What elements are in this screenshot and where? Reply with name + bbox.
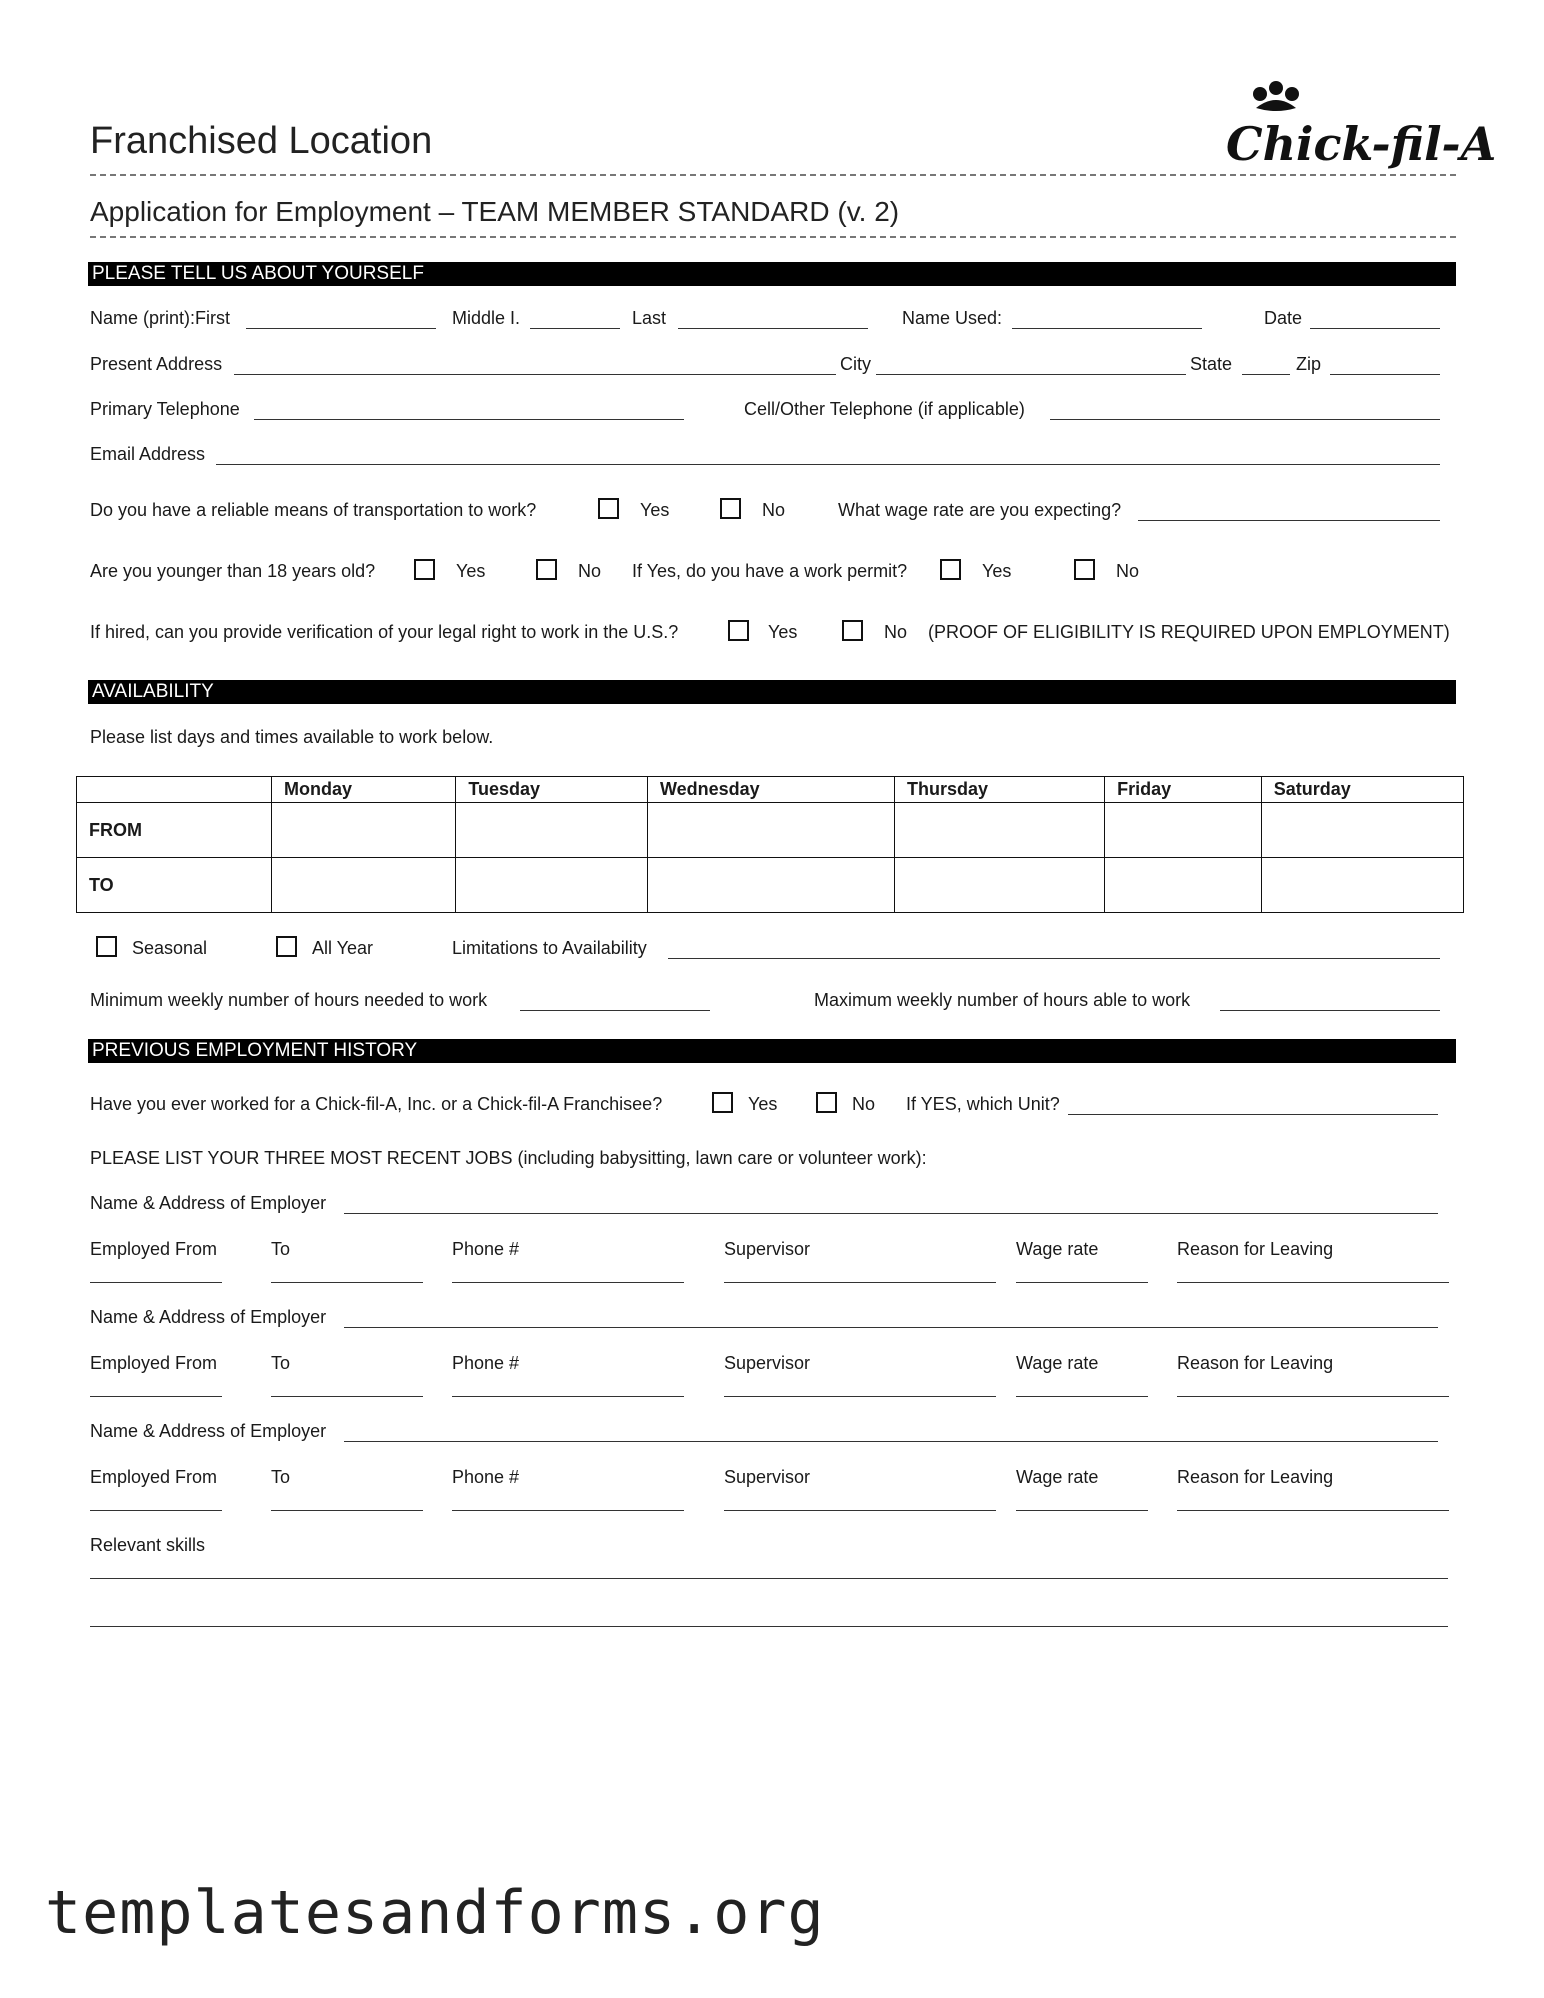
limitations-field[interactable] [668, 958, 1440, 959]
availability-cell[interactable] [647, 803, 894, 858]
page-title: Franchised Location [90, 120, 433, 162]
to-label: To [271, 1239, 291, 1259]
work-permit-no-label: No [1116, 561, 1140, 581]
email-field[interactable] [216, 464, 1440, 465]
legal-right-question: If hired, can you provide verification of your legal right to work in the U.S.? [90, 622, 679, 642]
state-field[interactable] [1242, 374, 1290, 375]
to-label: To [271, 1353, 291, 1373]
supervisor-field[interactable] [724, 1282, 996, 1283]
section-employment-history: PREVIOUS EMPLOYMENT HISTORY [88, 1039, 1456, 1063]
employed-from-field[interactable] [90, 1510, 222, 1511]
zip-label: Zip [1296, 354, 1322, 374]
subtitle-divider [90, 236, 1456, 238]
reason-leaving-field[interactable] [1177, 1396, 1449, 1397]
wage-rate-field[interactable] [1016, 1396, 1148, 1397]
under-18-no-checkbox[interactable] [536, 559, 557, 580]
which-unit-label: If YES, which Unit? [906, 1094, 1060, 1114]
limitations-label: Limitations to Availability [452, 938, 647, 958]
under-18-yes-checkbox[interactable] [414, 559, 435, 580]
recent-jobs-instruction: PLEASE LIST YOUR THREE MOST RECENT JOBS (including babysitting, lawn care or volunteer work): [90, 1148, 927, 1168]
city-field[interactable] [876, 374, 1186, 375]
first-name-field[interactable] [246, 328, 436, 329]
availability-from-row [77, 803, 1464, 858]
primary-telephone-label: Primary Telephone [90, 399, 240, 419]
worked-before-question: Have you ever worked for a Chick-fil-A, Inc. or a Chick-fil-A Franchisee? [90, 1094, 663, 1114]
legal-right-no-checkbox[interactable] [842, 620, 863, 641]
employer-label: Name & Address of Employer [90, 1307, 327, 1327]
day-header: Saturday [1261, 777, 1463, 803]
relevant-skills-field[interactable] [90, 1578, 1448, 1579]
middle-initial-label: Middle I. [452, 308, 521, 328]
day-header: Thursday [895, 777, 1105, 803]
which-unit-field[interactable] [1068, 1114, 1438, 1115]
date-label: Date [1264, 308, 1303, 328]
email-label: Email Address [90, 444, 206, 464]
to-field[interactable] [271, 1396, 423, 1397]
availability-cell[interactable] [895, 803, 1105, 858]
first-name-label: Name (print):First [90, 308, 231, 328]
supervisor-field[interactable] [724, 1510, 996, 1511]
section-availability: AVAILABILITY [88, 680, 1456, 704]
form-subtitle: Application for Employment – TEAM MEMBER STANDARD (v. 2) [90, 196, 900, 227]
legal-right-no-label: No [884, 622, 908, 642]
primary-telephone-field[interactable] [254, 419, 684, 420]
city-label: City [840, 354, 871, 374]
phone-field[interactable] [452, 1510, 684, 1511]
work-permit-yes-label: Yes [982, 561, 1012, 581]
cell-telephone-field[interactable] [1050, 419, 1440, 420]
supervisor-label: Supervisor [724, 1467, 811, 1487]
wage-rate-field[interactable] [1016, 1282, 1148, 1283]
transportation-no-label: No [762, 500, 786, 520]
reason-leaving-label: Reason for Leaving [1177, 1467, 1334, 1487]
to-field[interactable] [271, 1510, 423, 1511]
availability-cell[interactable] [1105, 803, 1262, 858]
day-header: Tuesday [456, 777, 648, 803]
phone-field[interactable] [452, 1282, 684, 1283]
min-hours-label: Minimum weekly number of hours needed to work [90, 990, 488, 1010]
availability-table [76, 776, 1464, 913]
worked-before-no-checkbox[interactable] [816, 1092, 837, 1113]
worked-before-no-label: No [852, 1094, 876, 1114]
chick-fil-a-logo [1218, 78, 1497, 178]
under-18-no-label: No [578, 561, 602, 581]
under-18-question: Are you younger than 18 years old? [90, 561, 376, 581]
legal-right-yes-label: Yes [768, 622, 798, 642]
availability-to-row [77, 858, 1464, 913]
availability-header-row [77, 777, 1464, 803]
phone-label: Phone # [452, 1239, 520, 1259]
header-divider [90, 174, 1456, 176]
state-label: State [1190, 354, 1233, 374]
relevant-skills-field[interactable] [90, 1626, 1448, 1627]
availability-cell[interactable] [1105, 858, 1262, 913]
all-year-label: All Year [312, 938, 374, 958]
availability-instruction: Please list days and times available to work below. [90, 727, 494, 747]
employer-label: Name & Address of Employer [90, 1193, 327, 1213]
work-permit-no-checkbox[interactable] [1074, 559, 1095, 580]
row-label-to: TO [77, 858, 272, 913]
availability-cell[interactable] [272, 858, 456, 913]
under-18-yes-label: Yes [456, 561, 486, 581]
transportation-yes-checkbox[interactable] [598, 498, 619, 519]
proof-eligibility-note: (PROOF OF ELIGIBILITY IS REQUIRED UPON EMPLOYMENT) [928, 622, 1450, 642]
reason-leaving-label: Reason for Leaving [1177, 1239, 1334, 1259]
employed-from-field[interactable] [90, 1396, 222, 1397]
zip-field[interactable] [1330, 374, 1440, 375]
wage-rate-label: Wage rate [1016, 1467, 1099, 1487]
employed-from-label: Employed From [90, 1239, 218, 1259]
svg-text:Chick-fil-A: Chick-fil-A [1226, 117, 1497, 171]
work-permit-question: If Yes, do you have a work permit? [632, 561, 908, 581]
present-address-label: Present Address [90, 354, 223, 374]
relevant-skills-label: Relevant skills [90, 1535, 206, 1555]
employed-from-field[interactable] [90, 1282, 222, 1283]
availability-cell[interactable] [456, 858, 648, 913]
date-field[interactable] [1310, 328, 1440, 329]
wage-expected-label: What wage rate are you expecting? [838, 500, 1122, 520]
availability-cell[interactable] [1261, 803, 1463, 858]
worked-before-yes-label: Yes [748, 1094, 778, 1114]
employer-label: Name & Address of Employer [90, 1421, 327, 1441]
watermark: templatesandforms.org [45, 1878, 825, 1948]
worked-before-yes-checkbox[interactable] [712, 1092, 733, 1113]
seasonal-checkbox[interactable] [96, 936, 117, 957]
all-year-checkbox[interactable] [276, 936, 297, 957]
max-hours-label: Maximum weekly number of hours able to work [814, 990, 1191, 1010]
seasonal-label: Seasonal [132, 938, 208, 958]
employed-from-label: Employed From [90, 1353, 218, 1373]
availability-cell[interactable] [1261, 858, 1463, 913]
transportation-no-checkbox[interactable] [720, 498, 741, 519]
availability-cell[interactable] [272, 803, 456, 858]
work-permit-yes-checkbox[interactable] [940, 559, 961, 580]
day-header: Wednesday [647, 777, 894, 803]
day-header: Monday [272, 777, 456, 803]
last-name-label: Last [632, 308, 667, 328]
last-name-field[interactable] [678, 328, 868, 329]
name-used-label: Name Used: [902, 308, 1003, 328]
transportation-yes-label: Yes [640, 500, 670, 520]
supervisor-field[interactable] [724, 1396, 996, 1397]
supervisor-label: Supervisor [724, 1353, 811, 1373]
wage-rate-label: Wage rate [1016, 1239, 1099, 1259]
availability-cell[interactable] [647, 858, 894, 913]
max-hours-field[interactable] [1220, 1010, 1440, 1011]
to-field[interactable] [271, 1282, 423, 1283]
phone-label: Phone # [452, 1467, 520, 1487]
to-label: To [271, 1467, 291, 1487]
phone-label: Phone # [452, 1353, 520, 1373]
supervisor-label: Supervisor [724, 1239, 811, 1259]
employer-field[interactable] [344, 1441, 1438, 1442]
wage-rate-label: Wage rate [1016, 1353, 1099, 1373]
employer-field[interactable] [344, 1327, 1438, 1328]
reason-leaving-label: Reason for Leaving [1177, 1353, 1334, 1373]
present-address-field[interactable] [234, 374, 836, 375]
reason-leaving-field[interactable] [1177, 1282, 1449, 1283]
cell-telephone-label: Cell/Other Telephone (if applicable) [744, 399, 1025, 419]
employed-from-label: Employed From [90, 1467, 218, 1487]
phone-field[interactable] [452, 1396, 684, 1397]
availability-cell[interactable] [895, 858, 1105, 913]
min-hours-field[interactable] [520, 1010, 710, 1011]
row-label-from: FROM [77, 803, 272, 858]
employer-field[interactable] [344, 1213, 1438, 1214]
day-header: Friday [1105, 777, 1262, 803]
middle-initial-field[interactable] [530, 328, 620, 329]
transportation-question: Do you have a reliable means of transportation to work? [90, 500, 537, 520]
section-about-yourself: PLEASE TELL US ABOUT YOURSELF [88, 262, 1456, 286]
reason-leaving-field[interactable] [1177, 1510, 1449, 1511]
name-used-field[interactable] [1012, 328, 1202, 329]
availability-cell[interactable] [456, 803, 648, 858]
legal-right-yes-checkbox[interactable] [728, 620, 749, 641]
wage-rate-field[interactable] [1016, 1510, 1148, 1511]
wage-expected-field[interactable] [1138, 520, 1440, 521]
corner-cell [77, 777, 272, 803]
